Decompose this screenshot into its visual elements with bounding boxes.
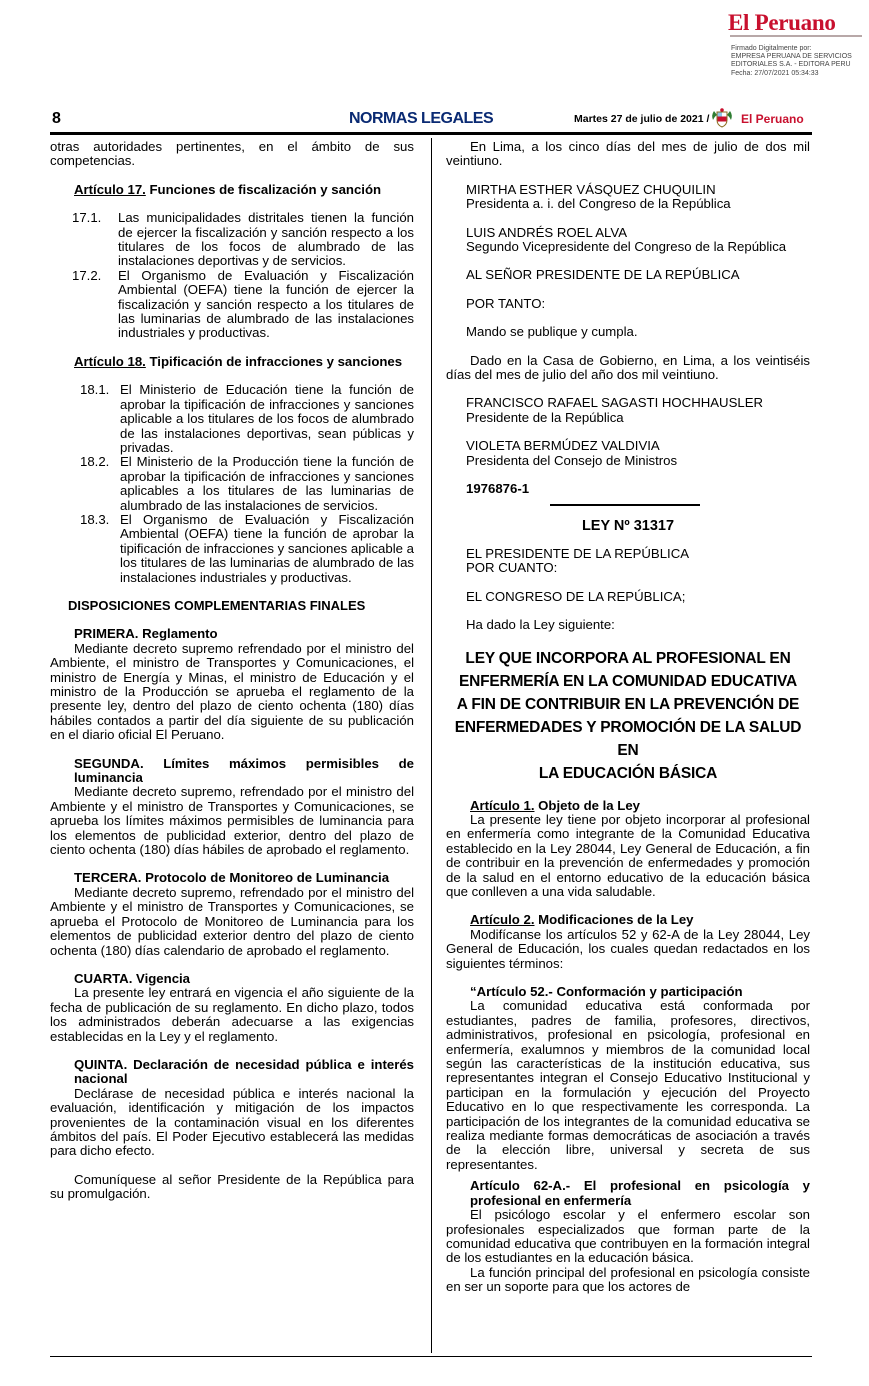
- list-item: 17.2. El Organismo de Evaluación y Fiscalización Ambiental (OEFA) tiene la función de ejercer la fiscalización y sanción respecto a los titulares de las luminarias de alumbrado de las instalaciones industriales y productivas.: [72, 267, 414, 341]
- left-column: [50, 140, 414, 1202]
- signatory-role: Segundo Vicepresidente del Congreso de la República: [466, 239, 787, 255]
- digital-signature: [731, 45, 852, 78]
- preamble-line: EL CONGRESO DE LA REPÚBLICA;: [466, 588, 686, 604]
- article-heading: “Artículo 52.- Conformación y participación: [470, 984, 743, 999]
- provision-heading: CUARTA. Vigencia: [74, 970, 191, 986]
- law-title: LEY QUE INCORPORA AL PROFESIONAL EN ENFERMERÍA EN LA COMUNIDAD EDUCATIVA A FIN DE CONTRIBUIR EN LA PREVENCIÓN DE ENFERMEDADES Y PROMOCIÓN DE LA SALUD EN LA EDUCACIÓN BÁSICA: [454, 649, 802, 782]
- column-divider: [431, 138, 432, 1353]
- list-item: 18.1. El Ministerio de Educación tiene la función de aprobar la tipificación de infracciones y sanciones aplicable a los titulares de los focos de alumbrado de las instalaciones deportivas, sean públicas y privadas.: [80, 382, 414, 455]
- provision-heading: QUINTA. Declaración de necesidad pública e interés nacional: [74, 1056, 414, 1087]
- signature-line: Firmado Digitalmente por:: [731, 45, 812, 52]
- signatory-role: Presidente de la República: [466, 409, 624, 425]
- paragraph: La comunidad educativa está conformada por estudiantes, padres de familia, profesores, directivos, administrativos, profesional en psicología, profesional en enfermería, exalumnos y miembros de la comunidad local según las características de la institución educativa, sus representantes integran el Consejo Educativo Institucional y participan en la formulación y ejecución del Proyecto Educativo en lo que respectivamente les corresponda. La participación de los integrantes de la comunidad educativa se realiza mediante formas democráticas de asociación a través de la elección libre, universal y secreta de sus representantes.: [446, 998, 810, 1172]
- list-item: 18.3. El Organismo de Evaluación y Fiscalización Ambiental (OEFA) tiene la función de aprobar la tipificación de infracciones y sanciones aplicable a los titulares de las luminarias de alumbrado de las instalaciones industriales y productivas.: [80, 511, 414, 585]
- signatory-name: MIRTHA ESTHER VÁSQUEZ CHUQUILIN: [466, 181, 716, 197]
- paragraph: Modifícanse los artículos 52 y 62-A de la Ley 28044, Ley General de Educación, los cuales quedan redactados en los siguientes términos:: [446, 926, 810, 971]
- paragraph: La función principal del profesional en psicología consiste en ser un soporte para que los actores de: [446, 1264, 810, 1295]
- addressee: AL SEÑOR PRESIDENTE DE LA REPÚBLICA: [466, 267, 740, 283]
- paragraph: En Lima, a los cinco días del mes de julio de dos mil veintiuno.: [446, 139, 810, 169]
- right-column: [446, 140, 810, 1295]
- preamble-line: Ha dado la Ley siguiente:: [466, 617, 615, 633]
- el-peruano-logo: El Peruano: [728, 10, 836, 35]
- section-title: NORMAS LEGALES: [349, 110, 494, 127]
- article-heading: Artículo 62-A.- El profesional en psicología y profesional en enfermería: [470, 1178, 810, 1208]
- signature-line: EMPRESA PERUANA DE SERVICIOS: [731, 53, 852, 61]
- paragraph: Comuníquese al señor Presidente de la República para su promulgación.: [50, 1171, 414, 1202]
- page-number: 8: [52, 110, 61, 127]
- mando: Mando se publique y cumpla.: [466, 324, 638, 340]
- signatory-name: VIOLETA BERMÚDEZ VALDIVIA: [466, 438, 660, 454]
- paragraph: Dado en la Casa de Gobierno, en Lima, a los veintiséis días del mes de julio del año dos mil veintiuno.: [446, 352, 810, 383]
- paragraph: Declárase de necesidad pública e interés nacional la evaluación, identificación y mitigación de los impactos provenientes de la contaminación visual en los diferentes ámbitos del país. El Poder Ejecutivo establecerá las medidas para dicho efecto.: [50, 1085, 414, 1159]
- list-item: 18.2. El Ministerio de la Producción tiene la función de aprobar la tipificación de infracciones y sanciones aplicables a los titulares de las luminarias de alumbrado de las instalaciones de servicios.: [80, 454, 414, 513]
- paragraph: El psicólogo escolar y el enfermero escolar son profesionales especializados que forman parte de la comunidad educativa que contribuyen en la formación integral de los estudiantes en la educación básica.: [446, 1207, 810, 1266]
- article-heading: Artículo 18. Tipificación de infracciones y sanciones: [74, 353, 403, 369]
- header-rule: [50, 132, 812, 135]
- signatory-name: FRANCISCO RAFAEL SAGASTI HOCHHAUSLER: [466, 395, 764, 411]
- paragraph: Mediante decreto supremo, refrendado por el ministro del Ambiente y el ministro de Transportes y Comunicaciones, se aprueba los límites máximos permisibles de luminancia para los elementos de publicidad exterior, dentro del plazo de ciento ochenta (180) días hábiles de aprobado el reglamento.: [50, 784, 414, 858]
- coat-of-arms-icon: [711, 107, 733, 129]
- preamble-line: POR CUANTO:: [466, 560, 558, 576]
- paragraph: otras autoridades pertinentes, en el ámbito de sus competencias.: [50, 139, 414, 169]
- provision-heading: PRIMERA. Reglamento: [74, 626, 218, 642]
- reference-number: 1976876-1: [466, 481, 530, 497]
- article-heading: Artículo 17. Funciones de fiscalización y sanción: [74, 181, 382, 197]
- signature-line: EDITORIALES S.A. - EDITORA PERU: [731, 61, 851, 69]
- preamble-line: EL PRESIDENTE DE LA REPÚBLICA: [466, 545, 690, 561]
- paragraph: Mediante decreto supremo refrendado por el ministro del Ambiente, el ministro de Transportes y Comunicaciones, el ministro de Energía y Minas, el ministro de Educación y el ministro de la Producción se aprueba el reglamento de la presente ley, dentro del plazo de ciento ochenta (180) días hábiles contados a partir del día siguiente de su publicación en el diario oficial El Peruano.: [50, 640, 414, 743]
- signatory-role: Presidenta del Consejo de Ministros: [466, 452, 678, 468]
- logo-underline: [730, 35, 862, 37]
- section-heading: DISPOSICIONES COMPLEMENTARIAS FINALES: [68, 597, 366, 613]
- article-heading: Artículo 1. Objeto de la Ley: [470, 797, 641, 813]
- paragraph: Mediante decreto supremo, refrendado por el ministro del Ambiente y el ministro de Transportes y Comunicaciones, se aprueba el Protocolo de Monitoreo de Luminancia para los elementos de publicidad exterior dentro del plazo de ciento ochenta (180) días calendario de aprobado el reglamento.: [50, 884, 414, 958]
- separator-rule: [550, 504, 700, 506]
- article-heading: Artículo 2. Modificaciones de la Ley: [470, 912, 694, 928]
- provision-heading: TERCERA. Protocolo de Monitoreo de Luminancia: [74, 870, 390, 886]
- por-tanto: POR TANTO:: [466, 295, 546, 311]
- paragraph: La presente ley tiene por objeto incorporar al profesional en enfermería como integrante de la Comunidad Educativa establecido en la Ley 28044, Ley General de Educación, a fin de contribuir en la prevención de enfermedades y promoción de la salud en el entorno educativo de la educación básica que conlleven a una vida saludable.: [446, 811, 810, 899]
- footer-rule: [50, 1356, 812, 1357]
- paragraph: La presente ley entrará en vigencia el año siguiente de la fecha de publicación de su reglamento. En dicho plazo, todos los administrados deberán adecuarse a las exigencias establecidas en la Ley y el reglamento.: [50, 985, 414, 1044]
- provision-heading: SEGUNDA. Límites máximos permisibles de luminancia: [74, 755, 414, 786]
- header-brand: El Peruano: [741, 112, 804, 126]
- law-number: LEY Nº 31317: [581, 517, 675, 534]
- issue-date: Martes 27 de julio de 2021 /: [574, 113, 710, 125]
- signatory-role: Presidenta a. i. del Congreso de la República: [466, 196, 731, 212]
- list-item: 17.1. Las municipalidades distritales tienen la función de ejercer la fiscalización y sanción respecto a los titulares de los focos de alumbrado de las instalaciones deportivas y de servicios.: [72, 210, 414, 269]
- signature-line: Fecha: 27/07/2021 05:34:33: [731, 69, 819, 77]
- signatory-name: LUIS ANDRÉS ROEL ALVA: [466, 224, 627, 240]
